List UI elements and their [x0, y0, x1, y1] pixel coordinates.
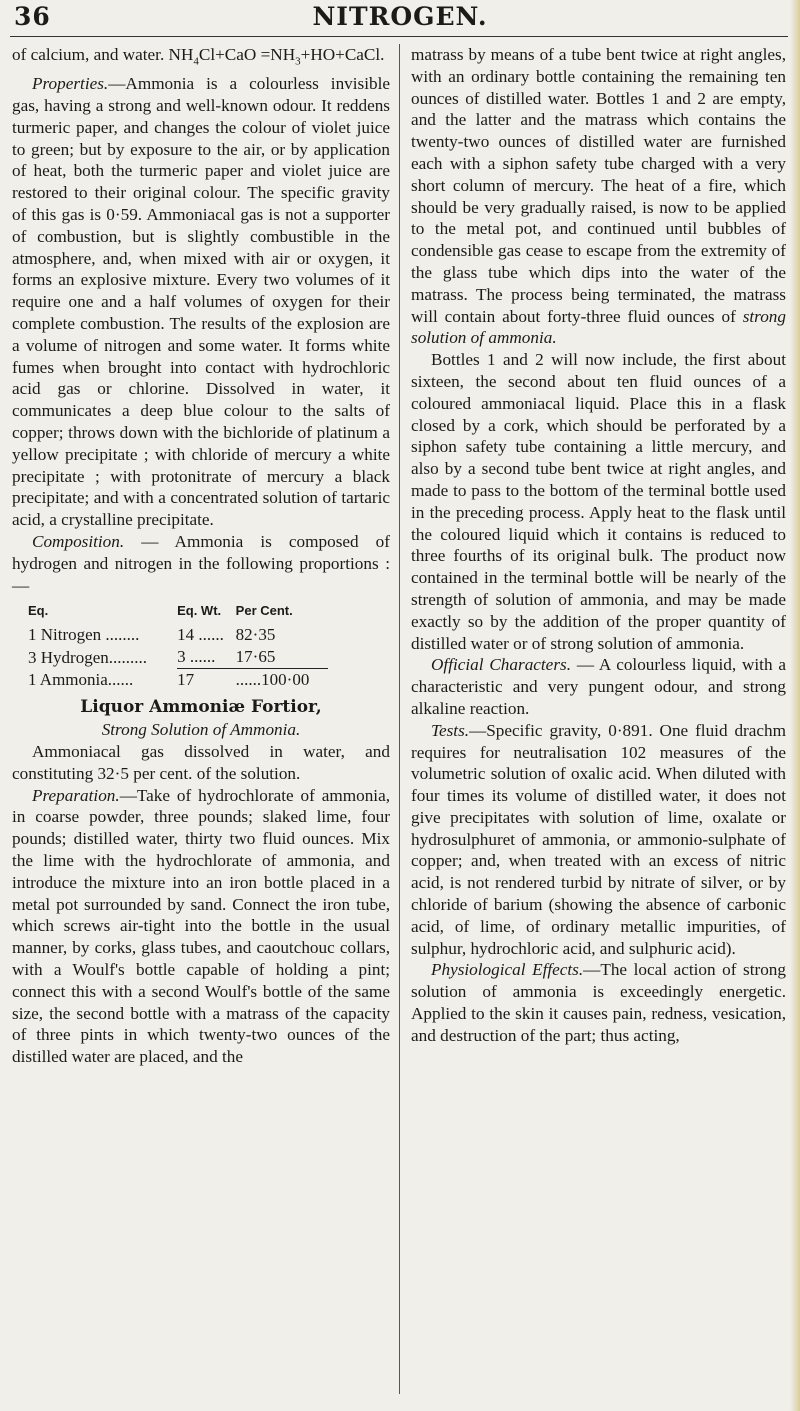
table-cell: 17·65: [236, 646, 328, 669]
strong-solution-term: strong solution of ammonia.: [411, 306, 786, 348]
table-total-row: [28, 669, 328, 692]
formula-paragraph: of calcium, and water. $NH_4Cl+CaO$ $=NH_3+HO+CaCl$.: [12, 45, 385, 68]
official-paragraph: Official Characters. — A colourless liquid, with a characteristic and very pungent odour, and strong alkaline reaction.: [411, 655, 787, 718]
page-header: [0, 0, 800, 48]
tests-paragraph: Tests.—Specific gravity, 0·891. One fluid drachm requires for neutralisation 102 measures of the volumetric solution of oxalic acid. When diluted with four times its volume of distilled water, it does not give precipitates with solution of lime, oxalate or hydrosulphuret of ammonia, or ammonio-sulphate of copper; and, when treated with an excess of nitric acid, is not rendered turbid by nitrate of silver, or by chloride of barium (showing the absence of carbonic acid, of lime, of ordinary metallic impurities, of sulphur, hydrochloric acid, and sulphuric acid).: [411, 720, 786, 958]
preparation-paragraph: Preparation.—Take of hydrochlorate of ammonia, in coarse powder, three pounds; slaked lime, four pounds; distilled water, thirty two fluid ounces. Mix the lime with the hydrochlorate of ammonia, and introduce the mixture into an iron bottle placed in a metal pot surrounded by sand. Connect the iron tube, which screws air-tight into the bottle in the usual manner, by corks, glass tubes, and caoutchouc collars, with a Woulf's bottle capable of holding a pint; connect this with a second Woulf's bottle of the same size, the second bottle with a matrass of the capacity of three pints in which twenty-two ounces of the distilled water are placed, and the: [12, 785, 390, 1067]
page-number: 36: [14, 2, 51, 31]
composition-paragraph: Composition. — Ammonia is composed of hydrogen and nitrogen in the following proportions :—: [12, 531, 390, 595]
table-cell: 3 ......: [177, 646, 236, 669]
official-label: Official Characters.: [431, 655, 571, 675]
header-rule: [10, 36, 788, 37]
proportions-table: [28, 600, 328, 691]
table-cell: 3 Hydrogen.........: [28, 647, 147, 667]
physiological-paragraph: Physiological Effects.—The local action of strong solution of ammonia is exceedingly energetic. Applied to the skin it causes pain, redness, vesication, and destruction of the part; thus acting,: [411, 960, 786, 1045]
running-title: NITROGEN.: [312, 2, 488, 31]
bottles-paragraph: Bottles 1 and 2 will now include, the first about sixteen, the second about ten fluid ounces of a coloured ammoniacal liquid. Place this in a flask closed by a cork, which should be perforated by a siphon safety tube containing a little mercury, and also by a second tube bent twice at right angles, and made to pass to the bottom of the terminal bottle used in the preceding process. Apply heat to the flask until the coloured liquid which it contains is reduced to three fourths of its original bulk. The product now contained in the terminal bottle will be nearly of the strength of solution of ammonia, and may be made exactly so by the addition of the proper quantity of distilled water or of strong solution of ammonia.: [411, 350, 786, 653]
composition-label: Composition.: [32, 531, 125, 551]
physiological-label: Physiological Effects.: [431, 960, 584, 980]
table-cell: 1 Nitrogen ........: [28, 625, 140, 645]
table-cell: 1 Ammonia......: [28, 670, 134, 690]
properties-label: Properties.: [32, 74, 109, 94]
table-cell: 17: [177, 670, 195, 690]
matrass-paragraph: matrass by means of a tube bent twice at right angles, with an ordinary bottle containing the remaining ten ounces of distilled water. Bottles 1 and 2 are empty, and the latter and the matrass which contains the twenty-two ounces of distilled water are furnished each with a siphon safety tube charged with a very short column of mercury. The heat of a fire, which should be very gradually raised, is now to be applied to the metal pot, and continued until bubbles of condensible gas cease to escape from the extremity of the glass tube which dips into the water of the matrass. The process being terminated, the matrass will contain about forty-three fluid ounces of strong solution of ammonia.: [411, 45, 786, 348]
table-row: [28, 646, 328, 669]
liquor-subheading: Strong Solution of Ammonia.: [101, 720, 301, 740]
table-header: Eq. Wt.: [177, 603, 222, 619]
left-column: [12, 44, 390, 1068]
liquor-paragraph: Ammoniacal gas dissolved in water, and constituting 32·5 per cent. of the solution.: [12, 741, 390, 783]
table-cell: 14 ......: [177, 625, 224, 645]
page-edge-shadow: [790, 0, 800, 1411]
table-cell: 82·35: [235, 625, 276, 645]
preparation-label: Preparation.: [32, 785, 120, 805]
table-header: Eq.: [28, 603, 49, 619]
tests-label: Tests.: [431, 720, 470, 740]
table-header: Per Cent.: [235, 603, 293, 619]
table-cell: ......100·00: [235, 670, 310, 690]
properties-paragraph: Properties.—Ammonia is a colourless invisible gas, having a strong and well-known odour. It reddens turmeric paper, and changes the colour of violet juice to green; but by exposure to the air, or by application of heat, both the turmeric paper and violet juice are restored to their original colour. The specific gravity of this gas is 0·59. Ammoniacal gas is not a supporter of combustion, but is slightly combustible in the atmosphere, and, when mixed with air or oxygen, it forms an explosive mixture. Every two volumes of it require one and a half volumes of oxygen for their complete combustion. The results of the explosion are a volume of nitrogen and some water. It forms white fumes when brought into contact with hydrochloric acid gas or chlorine. Dissolved in water, it communicates a deep blue colour to the salts of copper; throws down with the bichloride of platinum a yellow precipitate ; with chloride of mercury a white precipitate ; with protonitrate of mercury a black precipitate; and with a concentrated solution of tartaric acid, a crystalline precipitate.: [12, 74, 390, 530]
table-row: [28, 624, 328, 646]
table-header-row: [28, 600, 328, 624]
liquor-heading: Liquor Ammoniæ Fortior,: [80, 697, 322, 718]
right-column: [411, 44, 786, 1047]
column-divider: [399, 44, 400, 1394]
